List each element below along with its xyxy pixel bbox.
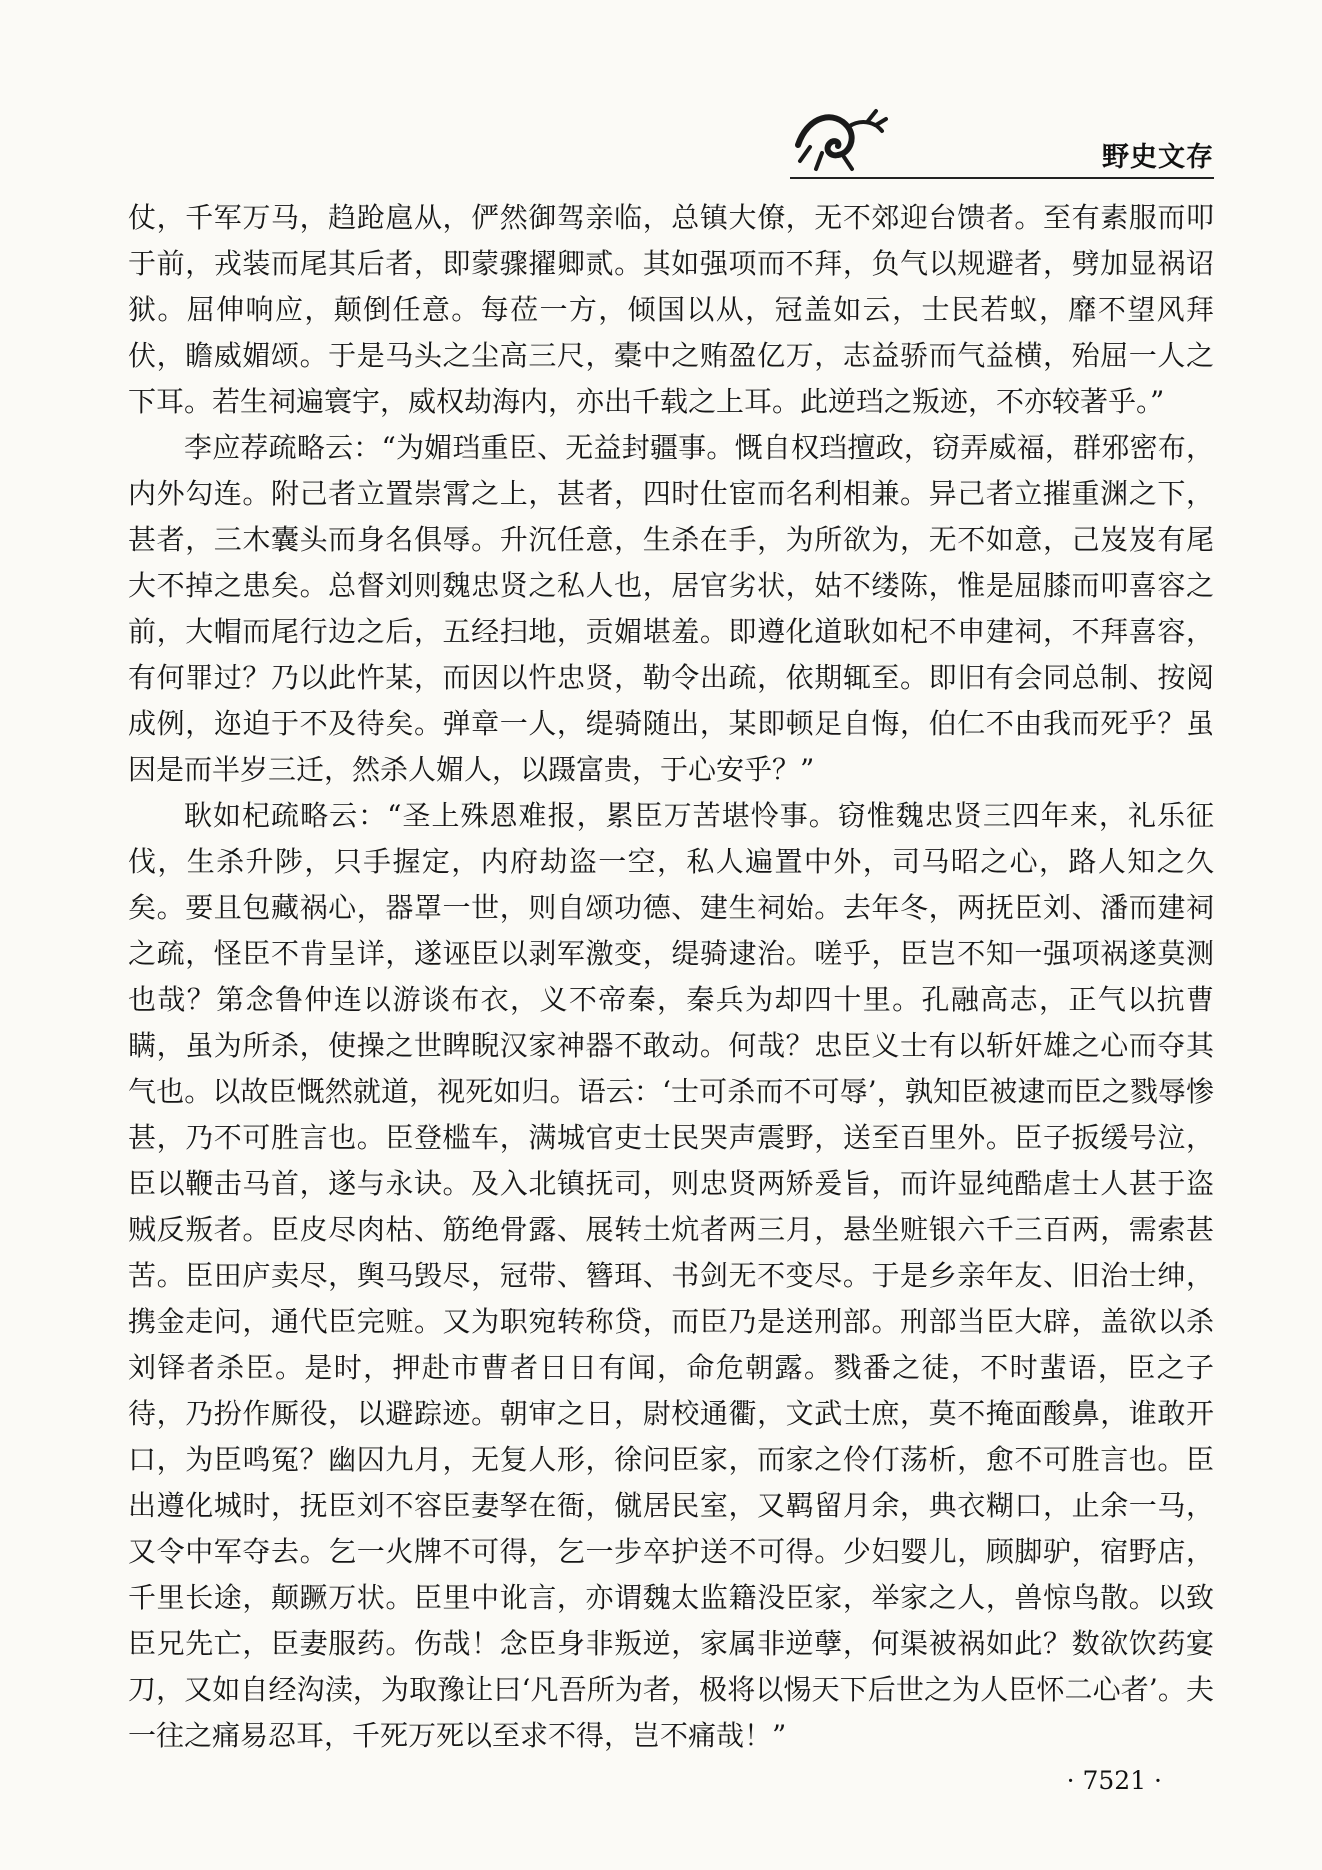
series-title: 野史文存	[1102, 142, 1214, 173]
paragraph-geng-ruqi: 耿如杞疏略云：“圣上殊恩难报，累臣万苦堪怜事。窃惟魏忠贤三四年来，礼乐征伐，生杀升陟，只手握定，内府劫盗一空，私人遍置中外，司马昭之心，路人知之久矣。要且包藏祸心，器罩一世，则自颂功德、建生祠始。去年冬，两抚臣刘、潘而建祠之疏，怪臣不肯呈详，遂诬臣以剥军激变，缇骑逮治。嗟乎，臣岂不知一强项祸遂莫测也哉？第念鲁仲连以游谈布衣，义不帝秦，秦兵为却四十里。孔融高志，正气以抗曹瞒，虽为所杀，使操之世睥睨汉家神器不敢动。何哉？忠臣义士有以斩奸雄之心而夺其气也。以故臣慨然就道，视死如归。语云：‘士可杀而不可辱’，孰知臣被逮而臣之戮辱惨甚，乃不可胜言也。臣登槛车，满城官吏士民哭声震野，送至百里外。臣子扳缓号泣，臣以鞭击马首，遂与永诀。及入北镇抚司，则忠贤两矫爰旨，而许显纯酷虐士人甚于盗贼反叛者。臣皮尽肉枯、筋绝骨露、展转土炕者两三月，悬坐赃银六千三百两，需索甚苦。臣田庐卖尽，舆马毁尽，冠带、簪珥、书剑无不变尽。于是乡亲年友、旧治士绅，携金走问，通代臣完赃。又为职宛转称贷，而臣乃是送刑部。刑部当臣大辟，盖欲以杀刘铎者杀臣。是时，押赴市曹者日日有闻，命危朝露。戮番之徒，不时蜚语，臣之子待，乃扮作厮役，以避踪迹。朝审之日，尉校通衢，文武士庶，莫不掩面酸鼻，谁敢开口，为臣鸣冤？幽囚九月，无复人形，徐问臣家，而家之伶仃荡析，愈不可胜言也。臣出遵化城时，抚臣刘不容臣妻孥在衙，僦居民室，又羁留月余，典衣糊口，止余一马，又令中军夺去。乞一火牌不可得，乞一步卒护送不可得。少妇婴儿，顾脚驴，宿野店，千里长途，颠蹶万状。臣里中讹言，亦谓魏太监籍没臣家，举家之人，兽惊鸟散。以致臣兄先亡，臣妻服药。伤哉！念臣身非叛逆，家属非逆孽，何渠被祸如此？数欲饮药宴刀，又如自经沟渎，为取豫让曰‘凡吾所为者，极将以惕天下后世之为人臣怀二心者’。夫一往之痛易忍耳，千死万死以至求不得，岂不痛哉！”	[128, 799, 1214, 1752]
page-number: · 7521 ·	[1066, 1766, 1162, 1795]
header-rule	[790, 177, 1214, 179]
paragraph-continued: 仗，千军万马，趋跄扈从，俨然御驾亲临，总镇大僚，无不郊迎台馈者。至有素服而叩于前，戎装而尾其后者，即蒙骤擢卿贰。其如强项而不拜，负气以规避者，劈加显祸诏狱。屈伸响应，颠倒任意。每莅一方，倾国以从，冠盖如云，士民若蚁，靡不望风拜伏，瞻威媚颂。于是马头之尘高三尺，橐中之贿盈亿万，志益骄而气益横，殆屈一人之下耳。若生祠遍寰宇，威权劫海内，亦出千载之上耳。此逆珰之叛迹，不亦较著乎。”	[128, 201, 1214, 418]
dragon-emblem-icon	[790, 105, 890, 175]
running-header	[0, 95, 1322, 185]
main-text	[128, 195, 1214, 1759]
paragraph-li-yingjian: 李应荐疏略云：“为媚珰重臣、无益封疆事。慨自权珰擅政，窃弄威福，群邪密布，内外勾连。附己者立置崇霄之上，甚者，四时仕宦而名利相兼。异己者立摧重渊之下，甚者，三木囊头而身名俱辱。升沉任意，生杀在手，为所欲为，无不如意，己岌岌有尾大不掉之患矣。总督刘则魏忠贤之私人也，居官劣状，姑不缕陈，惟是屈膝而叩喜容之前，大帽而尾行边之后，五经扫地，贡媚堪羞。即遵化道耿如杞不申建祠，不拜喜容，有何罪过？乃以此忤某，而因以忤忠贤，勒令出疏，依期辄至。即旧有会同总制、按阅成例，迩迫于不及待矣。弹章一人，缇骑随出，某即顿足自悔，伯仁不由我而死乎？虽因是而半岁三迁，然杀人媚人，以蹑富贵，于心安乎？”	[128, 431, 1214, 786]
